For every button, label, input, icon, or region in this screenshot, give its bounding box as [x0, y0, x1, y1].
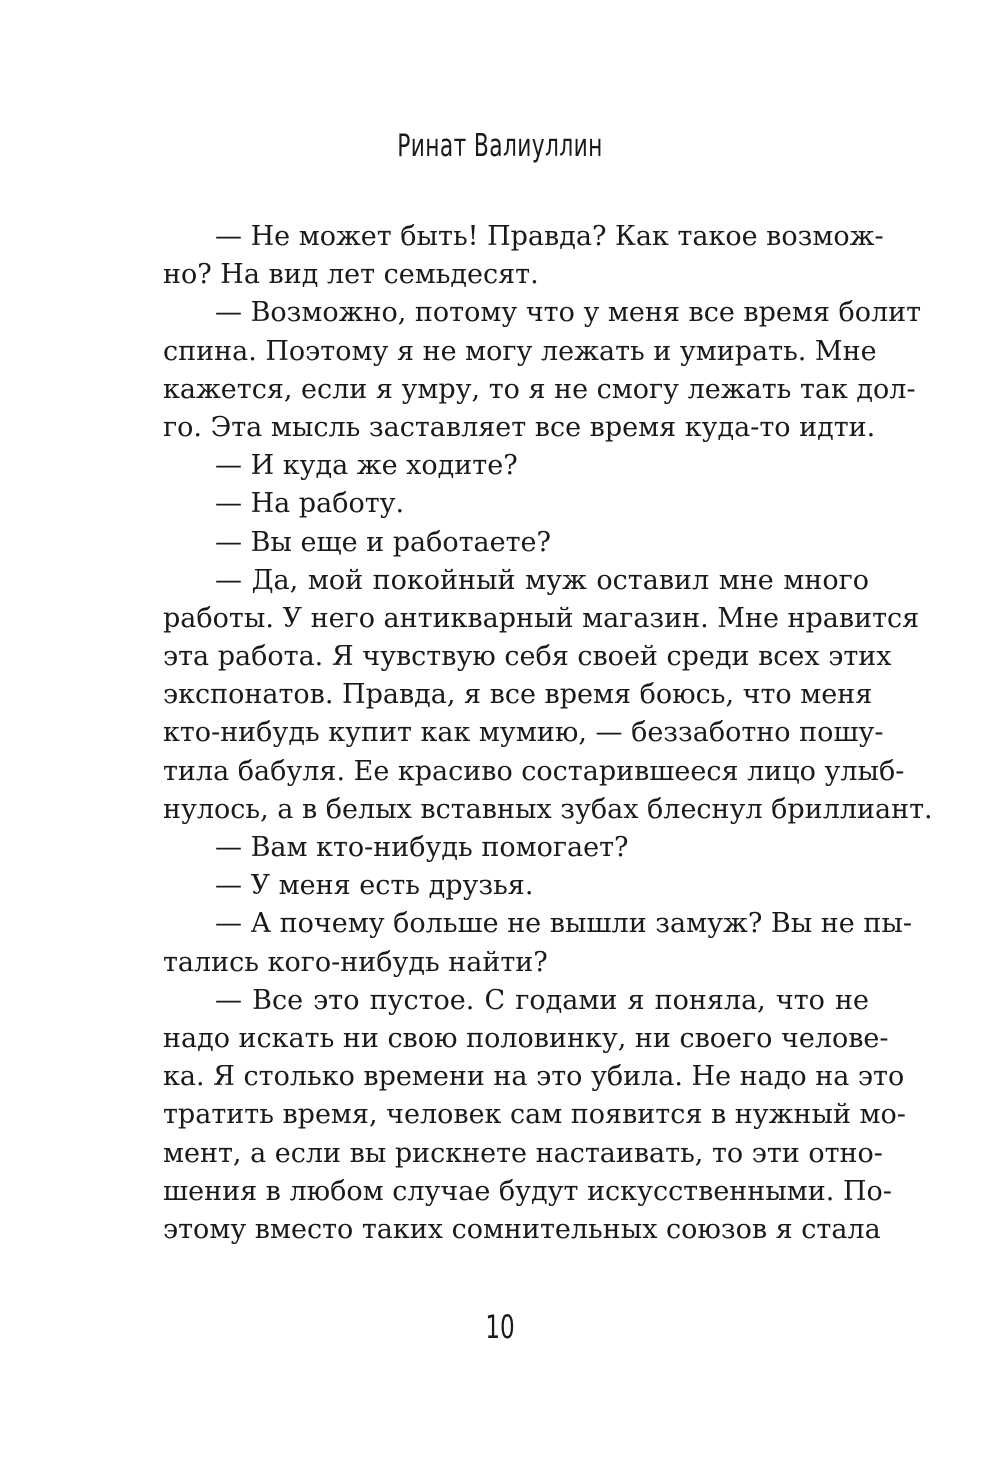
text-line: экспонатов. Правда, я все время боюсь, что меня: [163, 679, 873, 711]
text-line: — Все это пустое. С годами я поняла, что не: [215, 984, 869, 1016]
text-line: ка. Я столько времени на это убила. Не надо на это: [163, 1061, 905, 1093]
text-line: кажется, если я умру, то я не смогу лежать так дол-: [163, 373, 916, 405]
text-line: — А почему больше не вышли замуж? Вы не пы-: [215, 908, 912, 940]
text-line: — Да, мой покойный муж оставил мне много: [215, 564, 869, 596]
text-line: шения в любом случае будут искусственными. По-: [163, 1175, 892, 1207]
text-line: го. Эта мысль заставляет все время куда-то идти.: [163, 411, 876, 443]
text-line: нулось, а в белых вставных зубах блеснул бриллиант.: [163, 793, 933, 825]
text-line: — Вам кто-нибудь помогает?: [215, 832, 629, 863]
text-line: — Вы еще и работаете?: [215, 526, 552, 558]
text-line: эта работа. Я чувствую себя своей среди всех этих: [163, 641, 892, 673]
text-line: спина. Поэтому я не могу лежать и умирать. Мне: [163, 335, 877, 367]
text-line: — На работу.: [215, 488, 405, 520]
text-line: кто-нибудь купит как мумию, — беззаботно пошу-: [163, 717, 884, 749]
text-line: — Не может быть! Правда? Как такое возмож-: [215, 221, 884, 252]
text-line: тались кого-нибудь найти?: [163, 946, 548, 978]
text-line: — Возможно, потому что у меня все время болит: [215, 297, 922, 329]
text-line: но? На вид лет семьдесят.: [163, 259, 539, 291]
body-text: [163, 218, 933, 1249]
page-number: 10: [485, 1308, 515, 1346]
text-line: работы. У него антикварный магазин. Мне нравится: [163, 602, 920, 634]
running-head-author: Ринат Валиуллин: [397, 128, 603, 164]
text-line: тратить время, человек сам появится в нужный мо-: [163, 1099, 906, 1131]
text-line: мент, а если вы рискнете настаивать, то эти отно-: [163, 1137, 883, 1169]
text-line: этому вместо таких сомнительных союзов я стала: [163, 1213, 881, 1245]
text-line: тила бабуля. Ее красиво состарившееся лицо улыб-: [163, 755, 905, 787]
text-line: — И куда же ходите?: [215, 450, 518, 482]
text-line: — У меня есть друзья.: [215, 870, 534, 902]
text-line: надо искать ни свою половинку, ни своего челове-: [163, 1022, 889, 1054]
